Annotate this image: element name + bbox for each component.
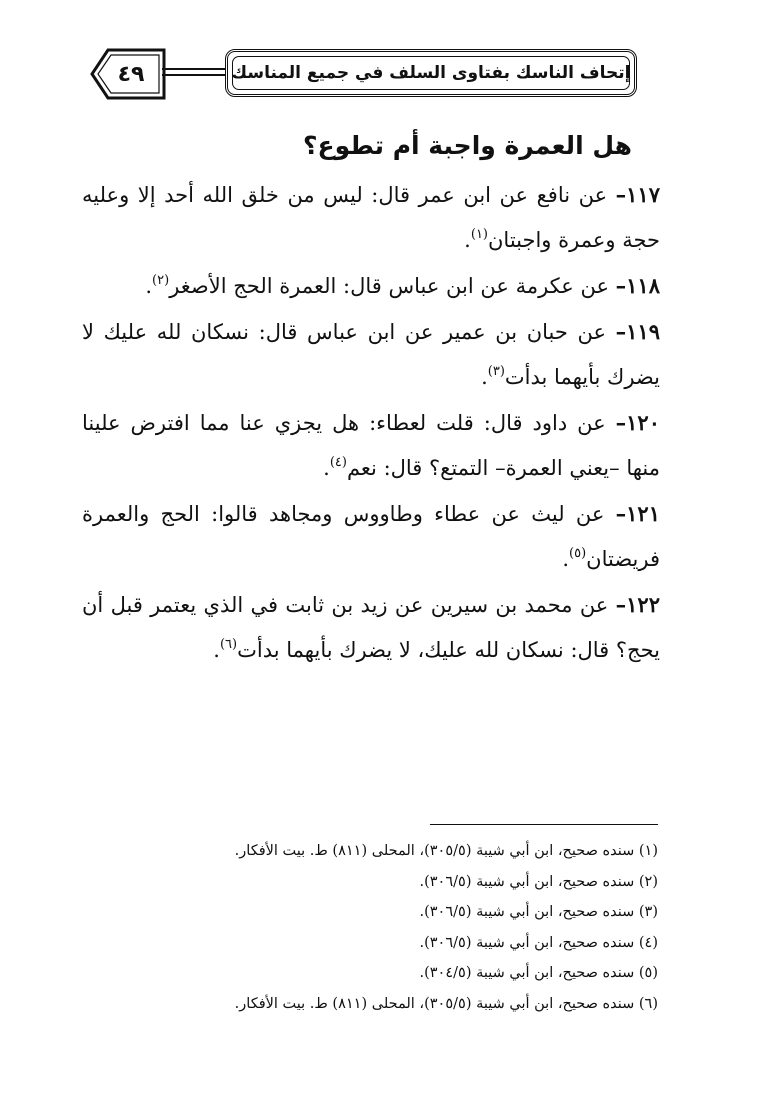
footnote-3: (٣) سنده صحيح، ابن أبي شيبة (٣٠٦/٥). [419, 904, 658, 920]
footnote-divider [430, 824, 658, 825]
footnote-5: (٥) سنده صحيح، ابن أبي شيبة (٣٠٤/٥). [419, 965, 658, 981]
footnote-ref[interactable]: (٤) [329, 455, 347, 470]
page-number-badge [90, 48, 166, 100]
entry-text: عن داود قال: قلت لعطاء: هل يجزي عنا مما افترض علينا منها –يعني العمرة– التمتع؟ قال: نعم [82, 411, 660, 480]
entry-end: . [323, 456, 330, 480]
entry-number: ١٢١– [615, 501, 660, 526]
entry-end: . [562, 547, 570, 571]
section-heading: هل العمرة واجبة أم تطوع؟ [303, 131, 632, 160]
entry-number: ١٢٠– [615, 410, 660, 435]
entry-117 [82, 172, 660, 263]
header-connector [162, 68, 226, 76]
footnote-4: (٤) سنده صحيح، ابن أبي شيبة (٣٠٦/٥). [419, 934, 658, 951]
entry-number: ١١٧– [615, 182, 660, 207]
main-text [82, 120, 660, 673]
footnote-ref[interactable]: (٥) [569, 546, 587, 561]
footnote-1: (١) سنده صحيح، ابن أبي شيبة (٣٠٥/٥)، المحلى (٨١١) ط. بيت الأفكار. [234, 843, 658, 859]
entry-number: ١١٩– [615, 319, 660, 344]
entry-end: . [464, 228, 471, 252]
entry-119 [82, 309, 660, 400]
footnote-6: (٦) سنده صحيح، ابن أبي شيبة (٣٠٥/٥)، المحلى (٨١١) ط. بيت الأفكار. [234, 995, 658, 1012]
entry-121 [82, 491, 660, 582]
page-number: ٤٩ [117, 61, 145, 87]
footnotes-list [98, 836, 658, 1019]
entry-number: ١٢٢– [615, 592, 660, 617]
entry-text: عن ليث عن عطاء وطاووس ومجاهد قالوا: الحج والعمرة فريضتان [82, 502, 660, 571]
entry-text: عن حبان بن عمير عن ابن عباس قال: نسكان لله عليك لا يضرك بأيهما بدأت [82, 320, 660, 389]
entry-number: ١١٨– [615, 273, 660, 298]
entry-end: . [145, 274, 153, 298]
book-title: إتحاف الناسك بفتاوى السلف في جميع المناسك [231, 63, 631, 83]
entry-text: عن نافع عن ابن عمر قال: ليس من خلق الله أحد إلا وعليه حجة وعمرة واجبتان [82, 183, 660, 252]
entry-120 [82, 400, 660, 491]
footnote-ref[interactable]: (٣) [487, 364, 505, 379]
entry-end: . [481, 365, 488, 389]
footnote-ref[interactable]: (١) [470, 227, 488, 242]
entry-end: . [213, 638, 220, 662]
entry-118 [82, 263, 660, 309]
entry-text: عن عكرمة عن ابن عباس قال: العمرة الحج الأصغر [169, 274, 616, 298]
footnote-2: (٢) سنده صحيح، ابن أبي شيبة (٣٠٦/٥). [419, 873, 658, 890]
entry-text: عن محمد بن سيرين عن زيد بن ثابت في الذي يعتمر قبل أن يحج؟ قال: نسكان لله عليك، لا يضرك بأيهما بدأت [82, 593, 660, 662]
entry-122 [82, 582, 660, 673]
footnote-ref[interactable]: (٦) [219, 637, 238, 652]
running-header [225, 49, 637, 97]
footnote-ref[interactable]: (٢) [152, 273, 170, 288]
